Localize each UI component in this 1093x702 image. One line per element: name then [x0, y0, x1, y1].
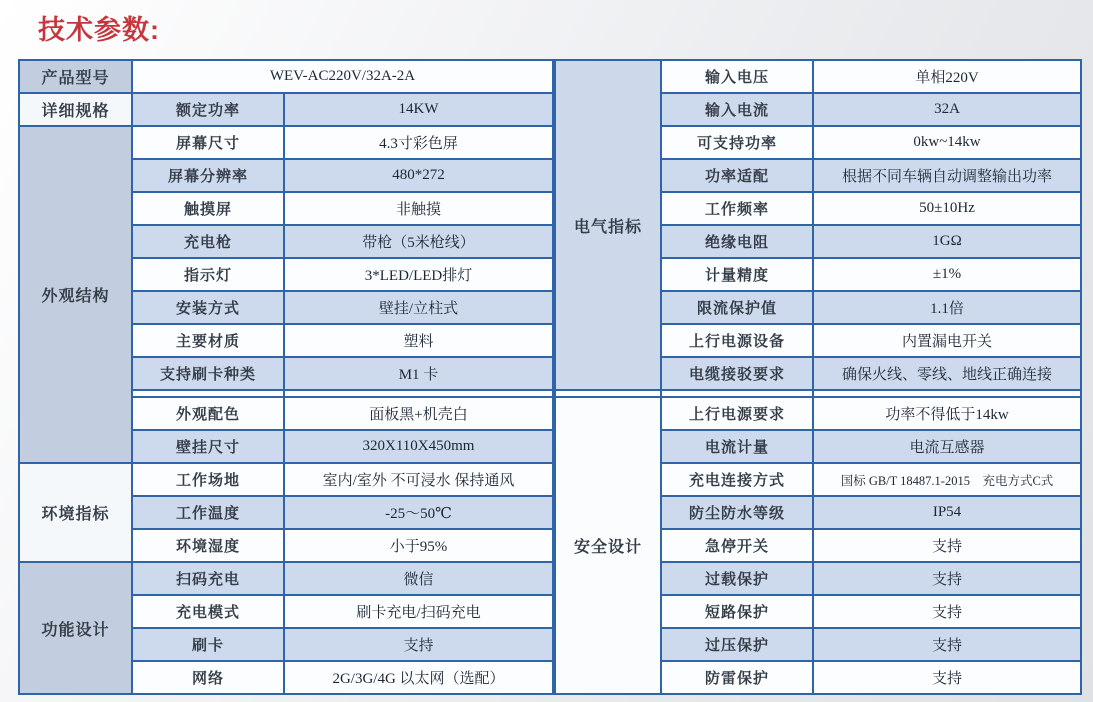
- spec-value: WEV-AC220V/32A-2A: [133, 61, 552, 92]
- spec-value: 32A: [814, 94, 1080, 125]
- spec-value: 微信: [285, 563, 552, 594]
- spec-value: 电流互感器: [814, 431, 1080, 462]
- spec-key: 上行电源设备: [662, 325, 812, 356]
- group-label: 安全设计: [556, 398, 660, 693]
- right-spec-table: [554, 59, 1082, 695]
- spec-value: 支持: [814, 530, 1080, 561]
- group-label: 环境指标: [20, 464, 131, 561]
- spec-value: 带枪（5米枪线）: [285, 226, 552, 257]
- spec-value: 支持: [285, 629, 552, 660]
- spec-key: 输入电流: [662, 94, 812, 125]
- spec-value: 确保火线、零线、地线正确连接: [814, 358, 1080, 389]
- spec-key: 工作频率: [662, 193, 812, 224]
- spec-value: 单相220V: [814, 61, 1080, 92]
- spec-value: 1.1倍: [814, 292, 1080, 323]
- spec-key: 上行电源要求: [662, 398, 812, 429]
- spec-tables-container: [18, 59, 1082, 695]
- spec-value: 内置漏电开关: [814, 325, 1080, 356]
- spec-key: 计量精度: [662, 259, 812, 290]
- spec-key: 扫码充电: [133, 563, 283, 594]
- spec-value: 刷卡充电/扫码充电: [285, 596, 552, 627]
- spec-key: 额定功率: [133, 94, 283, 125]
- spec-value: 14KW: [285, 94, 552, 125]
- spec-value: IP54: [814, 497, 1080, 528]
- spec-value: 国标 GB/T 18487.1-2015 充电方式C式: [814, 464, 1080, 495]
- spec-key: 电流计量: [662, 431, 812, 462]
- left-spec-table: [18, 59, 554, 695]
- spec-key: 可支持功率: [662, 127, 812, 158]
- spec-value: 塑料: [285, 325, 552, 356]
- spec-value: 480*272: [285, 160, 552, 191]
- spec-value: M1 卡: [285, 358, 552, 389]
- spec-value: 3*LED/LED排灯: [285, 259, 552, 290]
- spec-value: 根据不同车辆自动调整输出功率: [814, 160, 1080, 191]
- spec-value: 功率不得低于14kw: [814, 398, 1080, 429]
- group-label: 详细规格: [20, 94, 131, 125]
- spec-value: ±1%: [814, 259, 1080, 290]
- spec-key: 壁挂尺寸: [133, 431, 283, 462]
- spec-value: 面板黑+机壳白: [285, 398, 552, 429]
- spec-key: 环境湿度: [133, 530, 283, 561]
- spec-key: 外观配色: [133, 398, 283, 429]
- spec-value: 室内/室外 不可浸水 保持通风: [285, 464, 552, 495]
- spec-key: 安装方式: [133, 292, 283, 323]
- page-title: 技术参数:: [38, 15, 160, 45]
- group-label: 电气指标: [556, 61, 660, 389]
- table-split-band: [285, 391, 552, 396]
- spec-key: 工作温度: [133, 497, 283, 528]
- spec-key: 功率适配: [662, 160, 812, 191]
- spec-key: 触摸屏: [133, 193, 283, 224]
- spec-key: 充电连接方式: [662, 464, 812, 495]
- group-label: 外观结构: [20, 127, 131, 462]
- spec-key: 充电模式: [133, 596, 283, 627]
- spec-key: 绝缘电阻: [662, 226, 812, 257]
- spec-key: 防雷保护: [662, 662, 812, 693]
- table-split-band: [814, 391, 1080, 396]
- spec-key: 电缆接驳要求: [662, 358, 812, 389]
- spec-key: 工作场地: [133, 464, 283, 495]
- spec-key: 主要材质: [133, 325, 283, 356]
- spec-key: 急停开关: [662, 530, 812, 561]
- spec-value: 320X110X450mm: [285, 431, 552, 462]
- group-label: 产品型号: [20, 61, 131, 92]
- spec-value: -25～50℃: [285, 497, 552, 528]
- spec-value: 非触摸: [285, 193, 552, 224]
- spec-value: 支持: [814, 662, 1080, 693]
- spec-key: 过载保护: [662, 563, 812, 594]
- spec-key: 屏幕分辨率: [133, 160, 283, 191]
- spec-value: 4.3寸彩色屏: [285, 127, 552, 158]
- table-split-band: [556, 391, 660, 396]
- spec-key: 屏幕尺寸: [133, 127, 283, 158]
- spec-key: 刷卡: [133, 629, 283, 660]
- spec-value: 1GΩ: [814, 226, 1080, 257]
- spec-value: 50±10Hz: [814, 193, 1080, 224]
- spec-value: 小于95%: [285, 530, 552, 561]
- spec-key: 支持刷卡种类: [133, 358, 283, 389]
- spec-value: 支持: [814, 596, 1080, 627]
- spec-key: 网络: [133, 662, 283, 693]
- spec-value: 壁挂/立柱式: [285, 292, 552, 323]
- spec-key: 短路保护: [662, 596, 812, 627]
- spec-value: 0kw~14kw: [814, 127, 1080, 158]
- spec-key: 防尘防水等级: [662, 497, 812, 528]
- group-label: 功能设计: [20, 563, 131, 693]
- spec-key: 充电枪: [133, 226, 283, 257]
- spec-value: 支持: [814, 563, 1080, 594]
- table-split-band: [133, 391, 283, 396]
- table-split-band: [662, 391, 812, 396]
- spec-value: 2G/3G/4G 以太网（选配）: [285, 662, 552, 693]
- spec-key: 过压保护: [662, 629, 812, 660]
- spec-key: 指示灯: [133, 259, 283, 290]
- spec-key: 限流保护值: [662, 292, 812, 323]
- spec-key: 输入电压: [662, 61, 812, 92]
- spec-value: 支持: [814, 629, 1080, 660]
